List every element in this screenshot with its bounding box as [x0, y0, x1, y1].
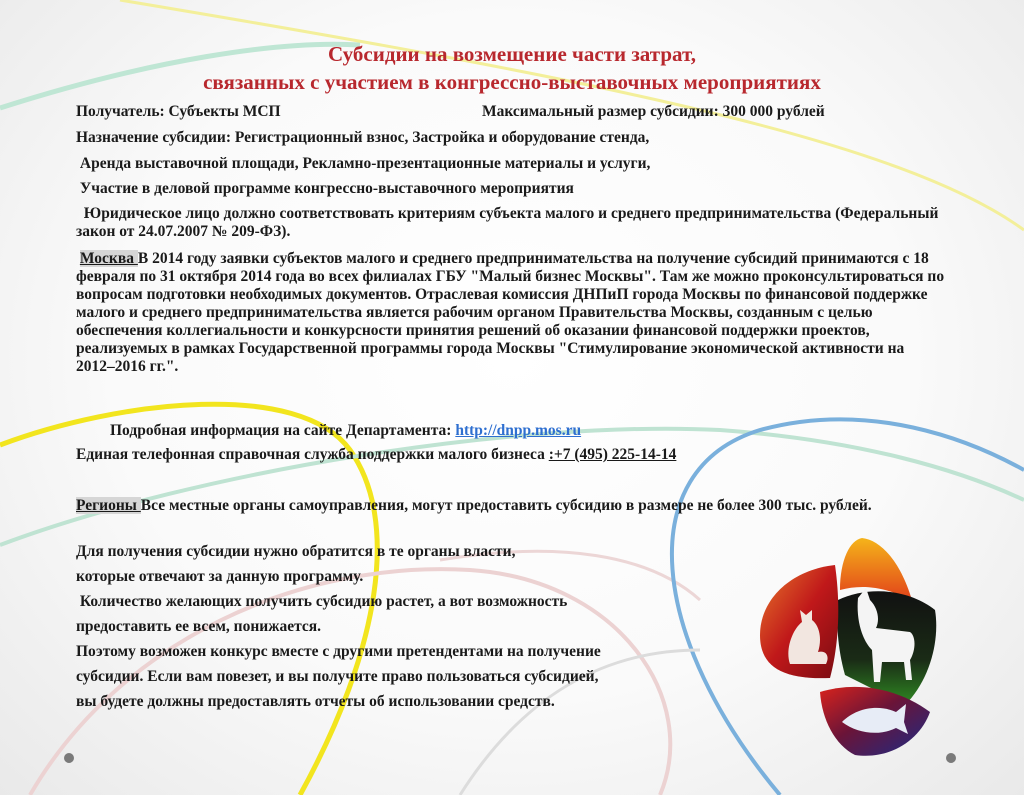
phone-text: Единая телефонная справочная служба поддержки малого бизнеса: [76, 446, 549, 463]
recipient: Получатель: Субъекты МСП: [76, 103, 281, 120]
closing-line: Количество желающих получить субсидию растет, а вот возможность: [76, 593, 568, 610]
regions-paragraph: [76, 497, 946, 515]
purpose-line: Назначение субсидии: Регистрационный взнос, Застройка и оборудование стенда,: [76, 129, 650, 146]
regions-text: Все местные органы самоуправления, могут предоставить субсидию в размере не более 300 тыс. рублей.: [140, 497, 872, 514]
animal-logo: [760, 538, 936, 756]
purpose-line: Участие в деловой программе конгрессно-выставочного мероприятия: [76, 180, 574, 197]
closing-line: Поэтому возможен конкурс вместе с другими претендентами на получение: [76, 643, 601, 660]
closing-line: которые отвечают за данную программу.: [76, 568, 364, 585]
closing-line: субсидии. Если вам повезет, и вы получите право пользоваться субсидией,: [76, 668, 599, 685]
closing-line: Для получения субсидии нужно обратится в те органы власти,: [76, 543, 516, 560]
phone-number: :+7 (495) 225-14-14: [548, 446, 677, 463]
moscow-text: В 2014 году заявки субъектов малого и среднего предпринимательства на получение субсидий принимаются с 18 февраля по 31 октября 2014 года во всех филиалах ГБУ "Малый бизнес Москвы". Там же можно проконсультироваться по вопросам подготовки необходимых документов. Отраслевая комиссия ДНПиП города Москвы по финансовой поддержке малого и среднего предпринимательства является рабочим органом Правительства Москвы, созданным с целью обеспечения коллегиальности и конкурсности принятия решений об оказании финансовой поддержки проектов, реализуемых в рамках Государственной программы города Москвы "Стимулирование экономической активности на 2012–2016 гг.".: [76, 250, 945, 375]
info-text: Подробная информация на сайте Департамента:: [110, 422, 456, 439]
slide-dot-left: [64, 753, 74, 763]
regions-label: Регионы: [76, 497, 141, 514]
closing-line: предоставить ее всем, понижается.: [76, 618, 322, 635]
page-title-line1: Субсидии на возмещение части затрат,: [328, 42, 696, 66]
slide-dot-right: [946, 753, 956, 763]
orange-petal: [840, 538, 912, 600]
info-line: [110, 422, 581, 440]
moscow-paragraph: [76, 250, 946, 376]
dnpp-link[interactable]: http://dnpp.mos.ru: [455, 422, 582, 439]
legal-requirement: Юридическое лицо должно соответствовать критериям субъекта малого и среднего предпринимательства (Федеральный закон от 24.07.2007 № 209-ФЗ).: [76, 205, 943, 240]
max-subsidy: Максимальный размер субсидии: 300 000 рублей: [482, 103, 825, 120]
page-title-line2: связанных с участием в конгрессно-выставочных мероприятиях: [203, 70, 821, 94]
moscow-label: Москва: [79, 250, 138, 267]
purpose-line: Аренда выставочной площади, Рекламно-презентационные материалы и услуги,: [76, 155, 651, 172]
closing-line: вы будете должны предоставлять отчеты об использовании средств.: [76, 693, 555, 710]
phone-line: [76, 446, 676, 464]
